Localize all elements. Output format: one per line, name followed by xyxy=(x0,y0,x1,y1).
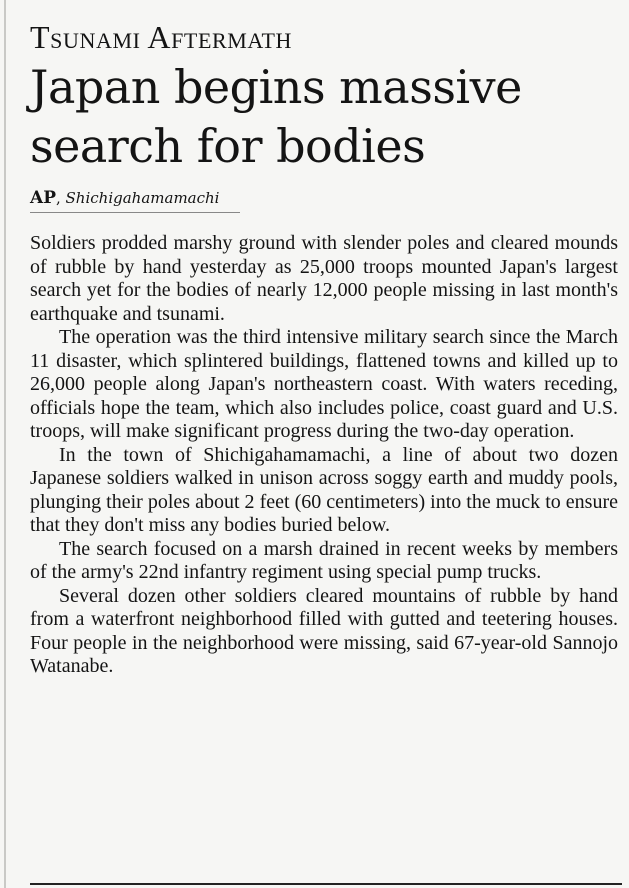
byline-separator: , xyxy=(55,189,66,207)
article-headline: Japan begins massive search for bodies xyxy=(30,60,522,173)
byline xyxy=(30,188,240,213)
article-paragraph-5: Several dozen other soldiers cleared mountains of rubble by hand from a waterfront neighborhood filled with gutted and teetering houses. Four people in the neighborhood were missing, said 67-year-old Sannojo Watanabe. xyxy=(30,584,618,677)
article-body xyxy=(30,232,618,679)
byline-agency: AP xyxy=(30,188,56,208)
article-paragraph-1: Soldiers prodded marshy ground with slender poles and cleared mounds of rubble by hand yesterday as 25,000 troops mounted Japan's largest search yet for the bodies of nearly 12,000 people missing in last month's earthquake and tsunami. xyxy=(30,232,618,325)
bottom-divider xyxy=(30,883,622,885)
news-article xyxy=(30,18,620,679)
article-paragraph-3: In the town of Shichigahamamachi, a line of about two dozen Japanese soldiers walked in unison across soggy earth and muddy pools, plunging their poles about 2 feet (60 centimeters) into the muck to ensure that they don't miss any bodies buried below. xyxy=(30,443,618,536)
article-paragraph-4: The search focused on a marsh drained in recent weeks by members of the army's 22nd infantry regiment using special pump trucks. xyxy=(30,537,618,583)
article-kicker: Tsunami Aftermath xyxy=(30,19,292,55)
column-left-rule xyxy=(4,0,6,888)
article-paragraph-2: The operation was the third intensive military search since the March 11 disaster, which splintered buildings, flattened towns and killed up to 26,000 people along Japan's northeastern coast. With waters receding, officials hope the team, which also includes police, coast guard and U.S. troops, will make significant progress during the two-day operation. xyxy=(30,326,618,442)
byline-dateline: Shichigahamamachi xyxy=(65,189,220,207)
